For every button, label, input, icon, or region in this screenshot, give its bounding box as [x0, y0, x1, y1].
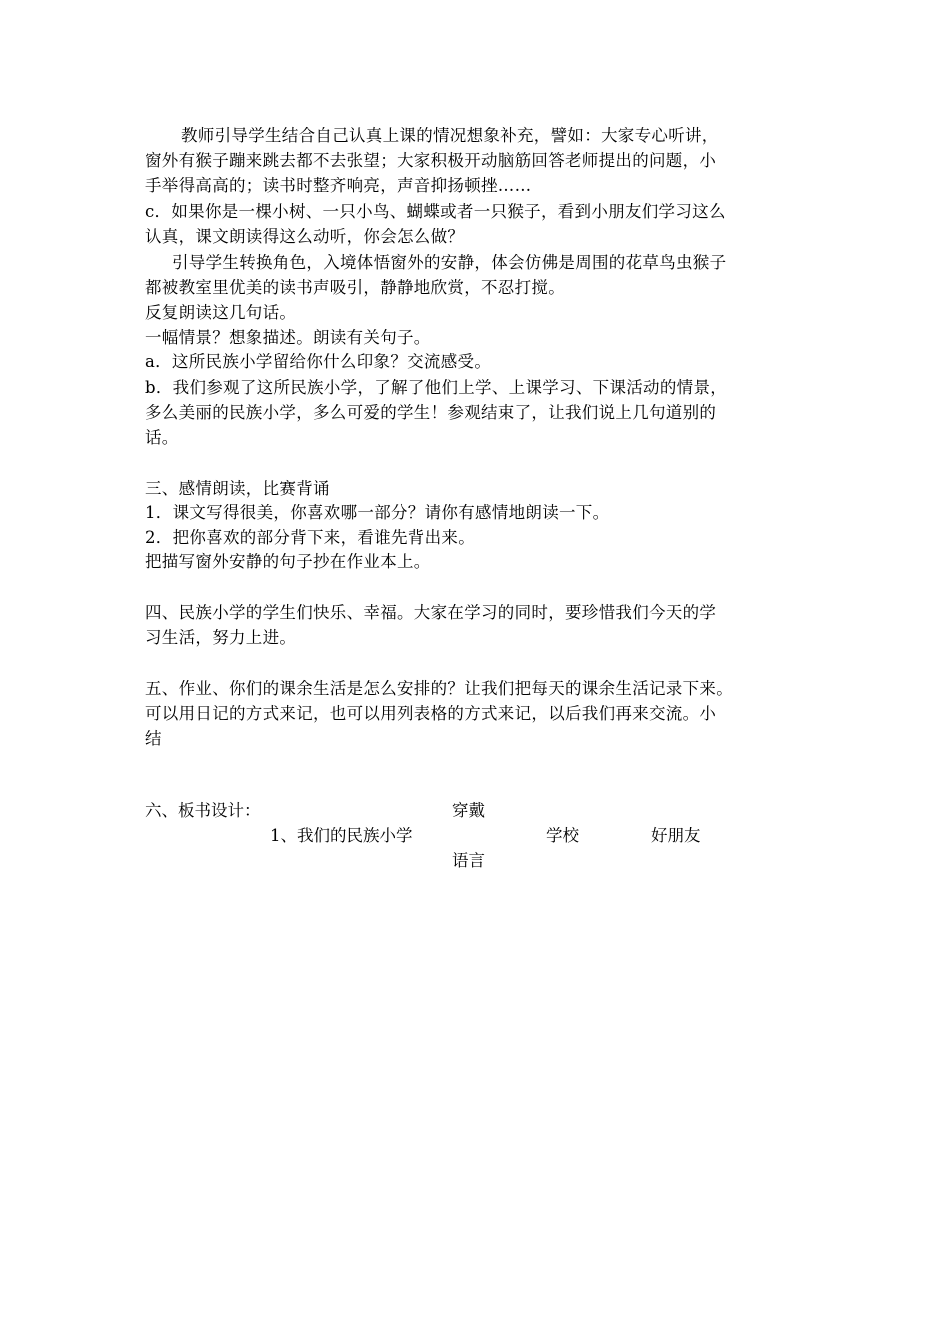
paragraph-line: b．我们参观了这所民族小学，了解了他们上学、上课学习、下课活动的情景， — [145, 378, 728, 397]
paragraph-line: 引导学生转换角色，入境体悟窗外的安静，体会仿佛是周围的花草鸟虫猴子 — [172, 253, 727, 272]
paragraph-line: 教师引导学生结合自己认真上课的情况想象补充，譬如：大家专心听讲， — [181, 126, 719, 145]
section-heading: 三、感情朗读，比赛背诵 — [145, 479, 330, 498]
paragraph-line: 认真，课文朗读得这么动听，你会怎么做？ — [145, 227, 465, 246]
paragraph-line: 手举得高高的；读书时整齐响亮，声音抑扬顿挫…… — [145, 176, 532, 195]
paragraph-line: 窗外有猴子蹦来跳去都不去张望；大家积极开动脑筋回答老师提出的问题，小 — [145, 151, 717, 170]
paragraph-line: 习生活，努力上进。 — [145, 628, 297, 647]
board-item-middle: 学校 — [546, 826, 579, 845]
paragraph-line: 可以用日记的方式来记，也可以用列表格的方式来记，以后我们再来交流。小 — [145, 704, 717, 723]
list-item: 1．课文写得很美，你喜欢哪一部分？请你有感情地朗读一下。 — [145, 503, 610, 522]
board-item-top: 穿戴 — [452, 801, 485, 820]
paragraph-line: 把描写窗外安静的句子抄在作业本上。 — [145, 552, 431, 571]
paragraph-line: 多么美丽的民族小学，多么可爱的学生！参观结束了，让我们说上几句道别的 — [145, 403, 717, 422]
board-design-heading: 六、板书设计： — [145, 801, 261, 820]
paragraph-line: 结 — [145, 729, 162, 748]
list-item: 2．把你喜欢的部分背下来，看谁先背出来。 — [145, 528, 475, 547]
paragraph-line: a．这所民族小学留给你什么印象？交流感受。 — [145, 352, 492, 371]
board-item-right: 好朋友 — [651, 826, 701, 845]
paragraph-line: c．如果你是一棵小树、一只小鸟、蝴蝶或者一只猴子，看到小朋友们学习这么 — [145, 202, 726, 221]
board-title: 1、我们的民族小学 — [270, 826, 413, 845]
paragraph-line: 都被教室里优美的读书声吸引，静静地欣赏，不忍打搅。 — [145, 278, 565, 297]
section-heading: 四、民族小学的学生们快乐、幸福。大家在学习的同时，要珍惜我们今天的学 — [145, 603, 717, 622]
paragraph-line: 反复朗读这几句话。 — [145, 303, 297, 322]
board-item-bottom: 语言 — [452, 851, 485, 870]
section-heading: 五、作业、你们的课余生活是怎么安排的？让我们把每天的课余生活记录下来。 — [145, 679, 733, 698]
paragraph-line: 一幅情景？想象描述。朗读有关句子。 — [145, 328, 431, 347]
paragraph-line: 话。 — [145, 428, 179, 447]
